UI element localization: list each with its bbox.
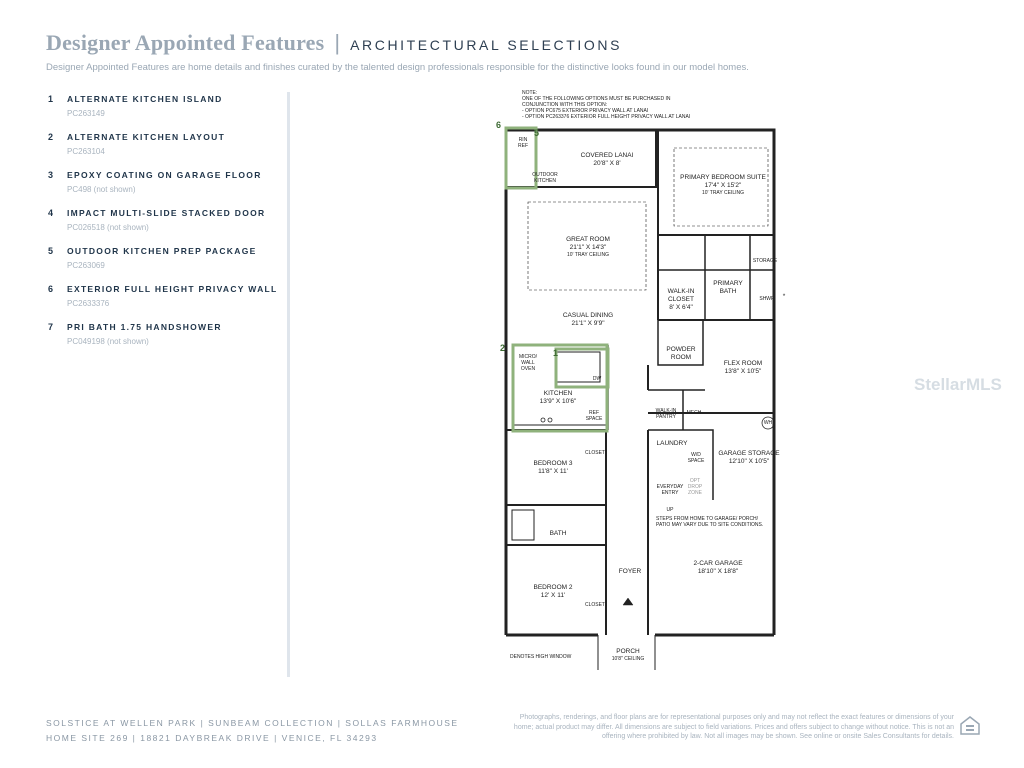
- title-row: [46, 30, 986, 56]
- feature-item: [48, 170, 278, 194]
- feature-item: [48, 284, 278, 308]
- plan-note-line: NOTE:: [522, 90, 538, 96]
- watermark: StellarMLS: [914, 375, 1002, 394]
- dishwasher-label: DW: [592, 376, 602, 382]
- footer-line-1: SOLSTICE AT WELLEN PARK | SUNBEAM COLLECTION | SOLLAS FARMHOUSE: [46, 718, 459, 728]
- feature-item: [48, 322, 278, 346]
- room-walk-in-closet: [658, 288, 704, 312]
- feature-item: [48, 208, 278, 232]
- micro-wall-oven-label: MICRO/ WALL OVEN: [518, 354, 538, 372]
- footer-address: [46, 716, 459, 746]
- room-laundry: LAUNDRY: [656, 440, 688, 447]
- room-name: PORCH: [616, 648, 640, 655]
- room-dim: 12' X 11': [540, 592, 566, 599]
- room-name: FLEX ROOM: [723, 360, 763, 367]
- feature-number: 7: [48, 322, 54, 332]
- room-casual-dining: [538, 312, 638, 328]
- water-heater-label: WH: [763, 420, 773, 426]
- option-number-1: 1: [553, 348, 559, 358]
- room-name: 2-CAR GARAGE: [693, 560, 743, 567]
- room-dim: 13'8" X 10'5": [724, 368, 762, 375]
- closet-label: CLOSET: [584, 602, 605, 608]
- room-ceiling: 10' TRAY CEILING: [701, 190, 745, 196]
- room-kitchen: [528, 390, 588, 406]
- shower-label: SHWR: [759, 296, 775, 302]
- plan-note-line: CONJUNCTION WITH THIS OPTION:: [522, 102, 608, 108]
- option-number-2: 2: [500, 343, 506, 353]
- room-porch: [604, 648, 652, 662]
- feature-code: PC2633376: [67, 299, 110, 308]
- room-garage-storage: [714, 450, 784, 466]
- storage-label: STORAGE: [752, 258, 778, 264]
- feature-code: PC263104: [67, 147, 105, 156]
- feature-number: 4: [48, 208, 54, 218]
- plan-note-line: - OPTION PC263376 EXTERIOR FULL HEIGHT PRIVACY WALL AT LANAI: [522, 114, 691, 120]
- feature-code: PC026518 (not shown): [67, 223, 149, 232]
- vertical-divider: [287, 92, 290, 677]
- footer-disclaimer: Photographs, renderings, and floor plans are for representational purposes only and may not reflect the exact features or dimensions of your home; actual product may differ. All dimensions are subject to field variations. Prices and offers subject to change without notice. This is not an offering where prohibited by law. Not all images may be shown. See online or onsite Sales Consultants for details.: [513, 714, 954, 740]
- page-header: [46, 30, 986, 73]
- room-powder-room: POWDER ROOM: [666, 346, 696, 361]
- option-number-6: 6: [496, 120, 502, 130]
- feature-code: PC049198 (not shown): [67, 337, 149, 346]
- feature-number: 6: [48, 284, 54, 294]
- feature-list: [48, 94, 278, 360]
- room-ceiling: 10' TRAY CEILING: [566, 252, 610, 258]
- room-bedroom-3: [518, 460, 588, 476]
- room-name: KITCHEN: [543, 390, 573, 397]
- room-name: BEDROOM 3: [533, 460, 573, 467]
- feature-name: EPOXY COATING ON GARAGE FLOOR: [67, 170, 262, 180]
- floor-plan: [498, 90, 808, 670]
- room-dim: 8' X 6'4": [669, 304, 693, 311]
- feature-number: 1: [48, 94, 54, 104]
- feature-name: OUTDOOR KITCHEN PREP PACKAGE: [67, 246, 257, 256]
- plan-note-line: - OPTION PC675 EXTERIOR PRIVACY WALL AT LANAI: [522, 108, 649, 114]
- steps-note: STEPS FROM HOME TO GARAGE/ PORCH/ PATIO MAY VARY DUE TO SITE CONDITIONS.: [656, 516, 764, 528]
- feature-name: PRI BATH 1.75 HANDSHOWER: [67, 322, 222, 332]
- footer-line-2: HOME SITE 269 | 18821 DAYBREAK DRIVE | VENICE, FL 34293: [46, 733, 378, 743]
- up-label: UP: [666, 507, 674, 513]
- room-dim: 21'1" X 14'3": [569, 244, 607, 251]
- feature-number: 5: [48, 246, 54, 256]
- option-number-5: 5: [534, 128, 540, 138]
- wd-space-label: W/D SPACE: [687, 452, 705, 464]
- room-ceiling: 10'8" CEILING: [611, 656, 645, 662]
- room-dim: 13'9" X 10'6": [539, 398, 577, 405]
- room-dim: 12'10" X 10'5": [728, 458, 770, 465]
- feature-number: 2: [48, 132, 54, 142]
- closet-label: CLOSET: [584, 450, 605, 456]
- room-primary-suite: [678, 174, 768, 196]
- plan-note: [522, 90, 722, 120]
- room-primary-bath: PRIMARY BATH: [713, 280, 743, 295]
- feature-item: [48, 132, 278, 156]
- outdoor-kitchen-label: OUTDOOR KITCHEN: [532, 172, 558, 184]
- feature-code: PC498 (not shown): [67, 185, 136, 194]
- room-name: WALK-IN CLOSET: [667, 288, 695, 303]
- room-name: GARAGE STORAGE: [718, 450, 780, 457]
- room-flex-room: [708, 360, 778, 376]
- equal-housing-icon: [959, 714, 981, 736]
- mech-label: MECH: [686, 410, 702, 416]
- room-bath: BATH: [549, 530, 567, 537]
- room-dim: 20'8" X 8': [593, 160, 621, 167]
- room-name: BEDROOM 2: [533, 584, 573, 591]
- plan-note-line: ONE OF THE FOLLOWING OPTIONS MUST BE PURCHASED IN: [522, 96, 671, 102]
- page-title: Designer Appointed Features: [46, 30, 325, 55]
- feature-name: IMPACT MULTI-SLIDE STACKED DOOR: [67, 208, 266, 218]
- room-dim: 17'4" X 15'2": [704, 182, 742, 189]
- high-window-mark: *: [782, 293, 786, 300]
- room-dim: 18'10" X 18'8": [697, 568, 739, 575]
- title-separator: |: [334, 30, 341, 55]
- feature-number: 3: [48, 170, 54, 180]
- feature-name: EXTERIOR FULL HEIGHT PRIVACY WALL: [67, 284, 278, 294]
- room-dim: 21'1" X 9'9": [571, 320, 605, 327]
- room-foyer: FOYER: [618, 568, 642, 575]
- feature-name: ALTERNATE KITCHEN ISLAND: [67, 94, 223, 104]
- everyday-entry-label: EVERYDAY ENTRY: [656, 484, 684, 496]
- room-name: GREAT ROOM: [566, 236, 610, 243]
- rin-ref-label: RIN REF: [518, 137, 528, 149]
- high-window-legend: DENOTES HIGH WINDOW: [510, 654, 572, 660]
- feature-code: PC263149: [67, 109, 105, 118]
- room-name: CASUAL DINING: [562, 312, 614, 319]
- feature-item: [48, 94, 278, 118]
- room-dim: 11'8" X 11': [538, 468, 568, 475]
- room-two-car-garage: [678, 560, 758, 576]
- opt-drop-zone-label: OPT DROP ZONE: [687, 478, 703, 496]
- room-bedroom-2: [518, 584, 588, 600]
- walk-in-pantry-label: WALK-IN PANTRY: [655, 408, 677, 420]
- feature-item: [48, 246, 278, 270]
- page-subtitle: ARCHITECTURAL SELECTIONS: [350, 37, 623, 53]
- room-name: COVERED LANAI: [580, 152, 634, 159]
- ref-space-label: REF SPACE: [585, 410, 603, 422]
- room-covered-lanai: [552, 152, 662, 168]
- feature-name: ALTERNATE KITCHEN LAYOUT: [67, 132, 226, 142]
- page-description: Designer Appointed Features are home details and finishes curated by the talented design professionals responsible for the distinctive looks found in our model homes.: [46, 62, 749, 73]
- room-name: PRIMARY BEDROOM SUITE: [680, 174, 766, 181]
- feature-code: PC263069: [67, 261, 105, 270]
- room-great-room: [538, 236, 638, 258]
